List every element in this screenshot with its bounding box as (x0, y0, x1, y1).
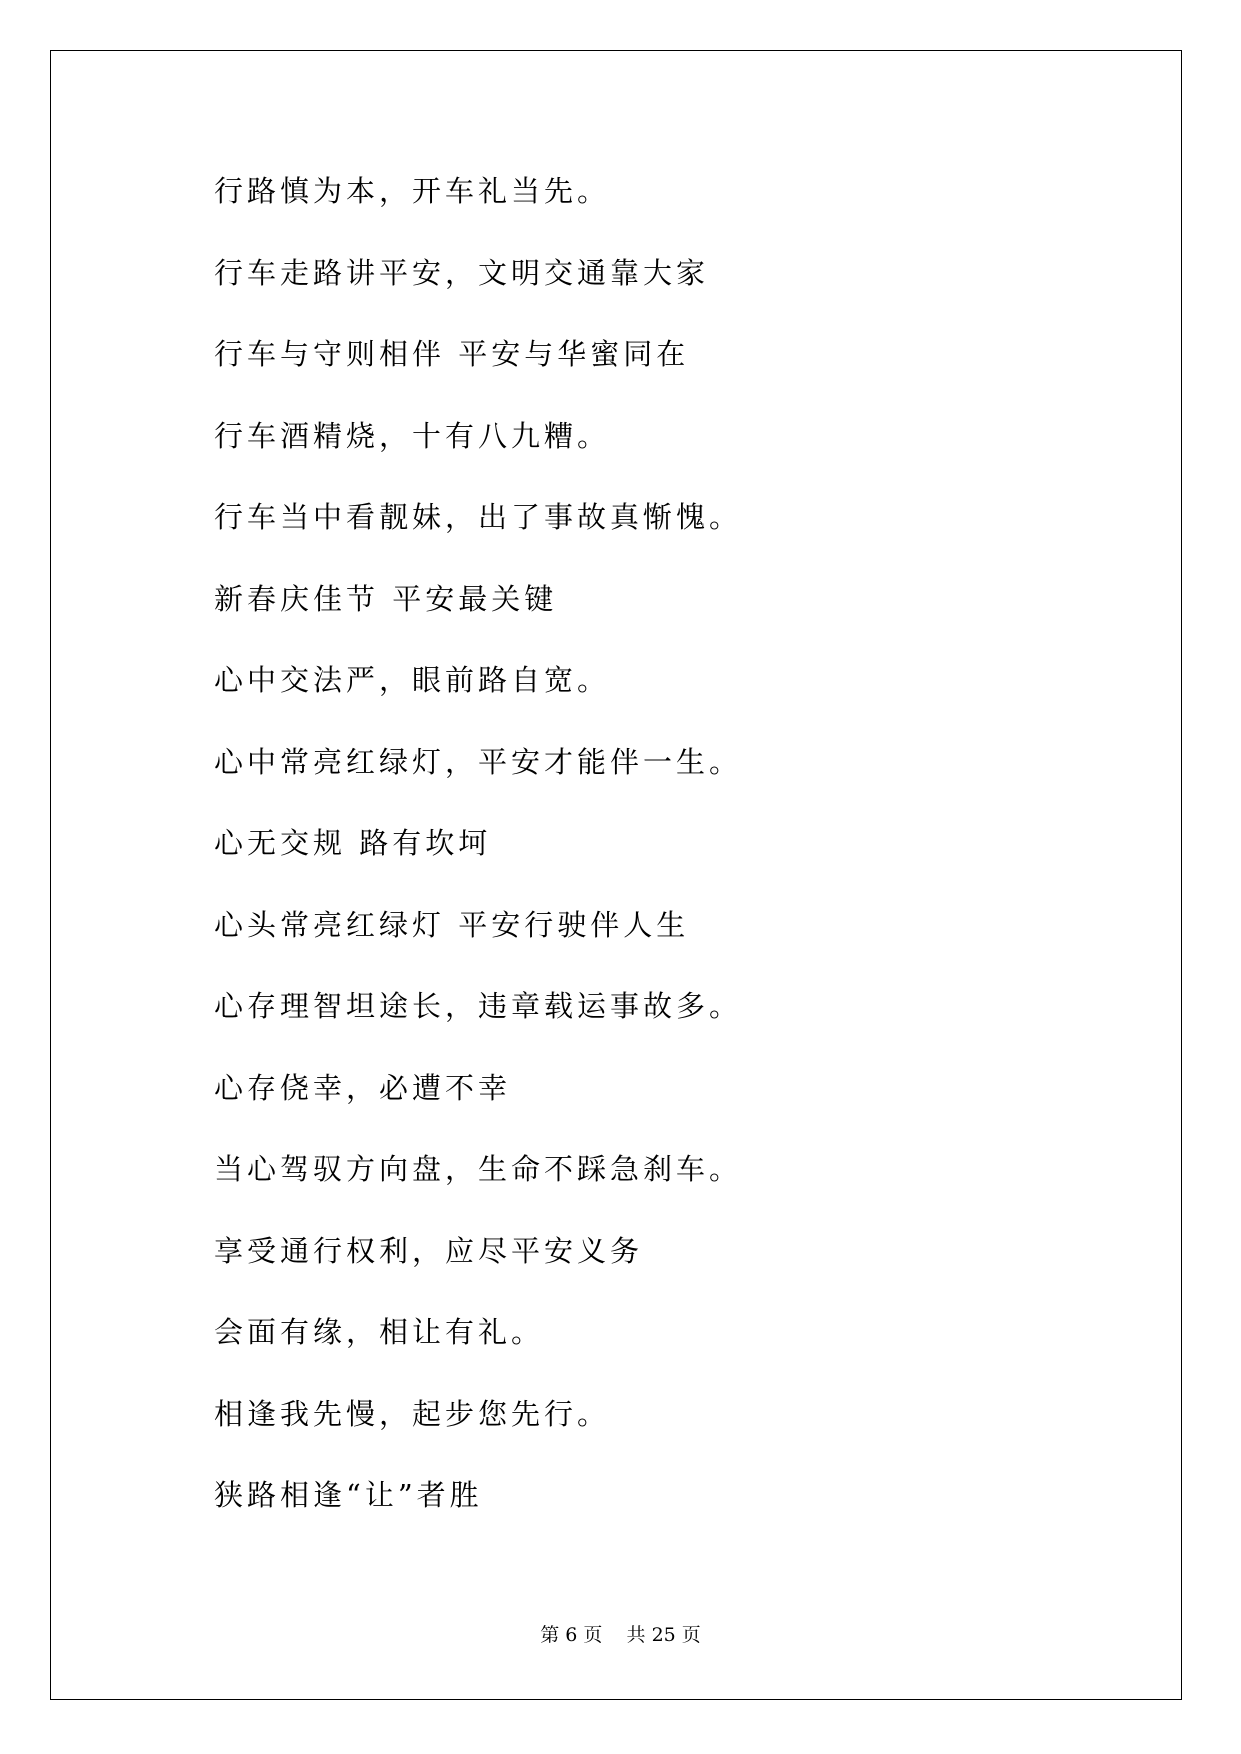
slogan-line: 行车走路讲平安，文明交通靠大家 (214, 255, 710, 290)
page-number-footer: 第 6 页 共 25 页 (540, 1624, 701, 1646)
slogan-line: 享受通行权利，应尽平安义务 (214, 1233, 644, 1268)
slogan-line: 相逢我先慢，起步您先行。 (214, 1396, 611, 1431)
slogan-line: 心无交规 路有坎坷 (214, 826, 492, 860)
slogan-line: 新春庆佳节 平安最关键 (214, 581, 558, 616)
slogan-line: 行路慎为本，开车礼当先。 (214, 174, 611, 208)
slogan-line: 心存理智坦途长，违章载运事故多。 (214, 989, 743, 1023)
slogan-line: 会面有缘，相让有礼。 (214, 1315, 545, 1349)
slogan-line: 行车酒精烧，十有八九糟。 (214, 418, 611, 453)
slogan-line: 当心驾驭方向盘，生命不踩急刹车。 (214, 1152, 743, 1186)
slogan-line: 心中交法严，眼前路自宽。 (214, 663, 611, 697)
slogan-line: 行车当中看靓妹，出了事故真惭愧。 (214, 500, 743, 534)
slogan-line: 心中常亮红绿灯，平安才能伴一生。 (214, 744, 743, 779)
slogan-line: 心存侥幸，必遭不幸 (214, 1070, 512, 1105)
slogan-line: 心头常亮红绿灯 平安行驶伴人生 (214, 907, 690, 942)
slogan-line: 行车与守则相伴 平安与华蜜同在 (214, 337, 690, 371)
slogan-list (214, 165, 742, 1551)
slogan-line: 狭路相逢“让”者胜 (214, 1478, 483, 1512)
